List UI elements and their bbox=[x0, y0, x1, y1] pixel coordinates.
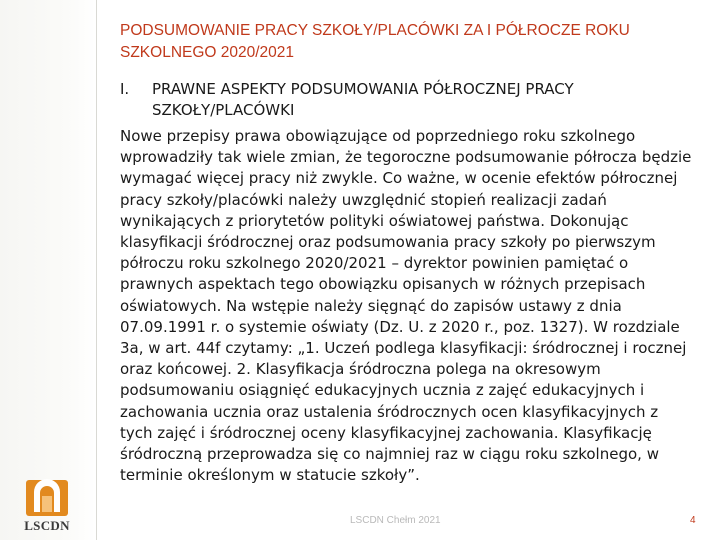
slide-title: PODSUMOWANIE PRACY SZKOŁY/PLACÓWKI ZA I PÓŁROCZE ROKU SZKOLNEGO 2020/2021 bbox=[120, 22, 630, 61]
logo-text: LSCDN bbox=[24, 518, 70, 533]
section-heading-text: PRAWNE ASPEKTY PODSUMOWANIA PÓŁROCZNEJ PRACY SZKOŁY/PLACÓWKI bbox=[152, 80, 574, 119]
footer-text: LSCDN Chełm 2021 bbox=[350, 515, 441, 526]
body-paragraph: Nowe przepisy prawa obowiązujące od poprzedniego roku szkolnego wprowadziły tak wiele zmian, że tegoroczne podsumowanie półrocza będzie wymagać więcej pracy niż zwykle. Co ważne, w ocenie efektów półrocznej pracy szkoły/placówki należy uwzględnić stopień realizacji zadań wynikających z priorytetów polityki oświatowej państwa. Dokonując klasyfikacji śródrocznej oraz podsumowania pracy szkoły po pierwszym półroczu roku szkolnego 2020/2021 – dyrektor powinien pamiętać o prawnych aspektach tego obowiązku opisanych w różnych przepisach oświatowych. Na wstępie należy sięgnąć do zapisów ustawy z dnia 07.09.1991 r. o systemie oświaty (Dz. U. z 2020 r., poz. 1327). W rozdziale 3a, w art. 44f czytamy: „1. Uczeń podlega klasyfikacji: śródrocznej i rocznej oraz końcowej. 2. Klasyfikacja śródroczna polega na okresowym podsumowaniu osiągnięć edukacyjnych ucznia z zajęć edukacyjnych i zachowania ucznia oraz ustalenia śródrocznych ocen klasyfikacyjnych z tych zajęć i śródrocznej oceny klasyfikacyjnej zachowania. Klasyfikację śródroczną przeprowadza się co najmniej raz w ciągu roku szkolnego, w terminie określonym w statucie szkoły”. bbox=[120, 127, 692, 485]
left-band bbox=[0, 0, 96, 540]
section-number: I. bbox=[120, 80, 130, 98]
left-divider bbox=[96, 0, 97, 540]
page-number: 4 bbox=[690, 515, 696, 526]
section-heading bbox=[120, 79, 680, 121]
